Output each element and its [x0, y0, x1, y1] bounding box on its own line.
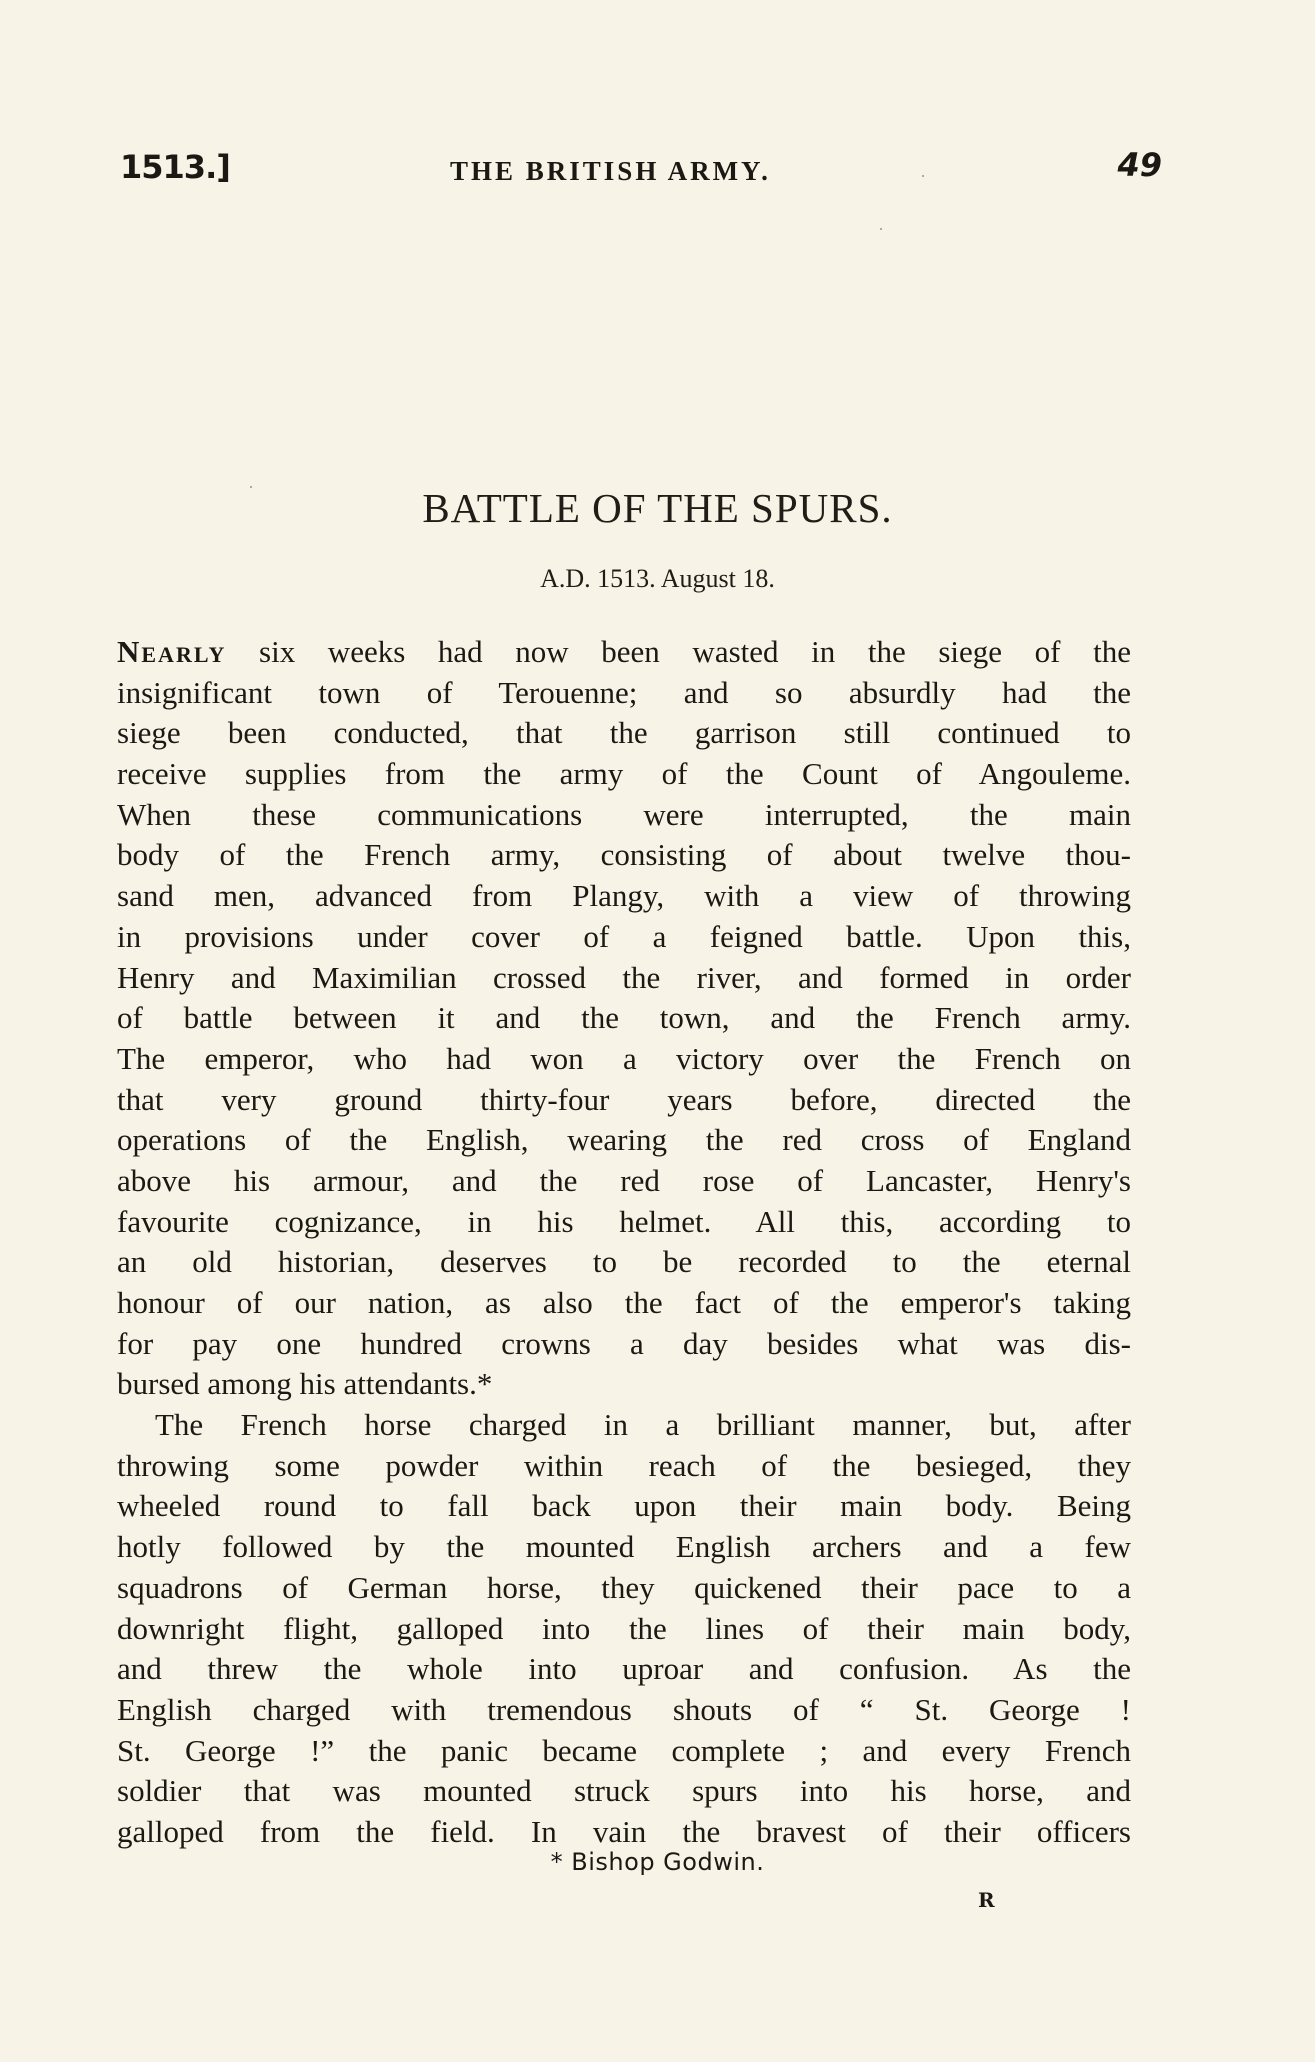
text-line: When these communications were interrupted, the main — [117, 796, 1131, 832]
chapter-date: A.D. 1513. August 18. — [540, 564, 775, 593]
text-line: favourite cognizance, in his helmet. All this, according to — [117, 1203, 1131, 1239]
text-line: St. George !” the panic became complete ; and every French — [117, 1732, 1131, 1768]
paper-speck — [250, 486, 252, 488]
text-line: soldier that was mounted struck spurs into his horse, and — [117, 1773, 1131, 1809]
page-number: 49 — [1117, 146, 1162, 184]
text-line: galloped from the field. In vain the bravest of their officers — [117, 1813, 1131, 1849]
text-line: body of the French army, consisting of about twelve thou- — [117, 837, 1131, 873]
text-line: throwing some powder within reach of the besieged, they — [117, 1447, 1131, 1483]
paper-speck — [922, 175, 924, 177]
text-line: bursed among his attendants.* — [117, 1366, 493, 1402]
text-line: sand men, advanced from Plangy, with a view of throwing — [117, 878, 1131, 914]
text-line: above his armour, and the red rose of Lancaster, Henry's — [117, 1162, 1131, 1198]
text-line: and threw the whole into uproar and confusion. As the — [117, 1651, 1131, 1687]
text-line: an old historian, deserves to be recorded to the eternal — [117, 1244, 1131, 1280]
body-text — [117, 632, 1131, 1853]
text-line: siege been conducted, that the garrison still continued to — [117, 715, 1131, 751]
signature-mark: R — [978, 1888, 995, 1912]
text-line: downright flight, galloped into the lines of their main body, — [117, 1610, 1131, 1646]
text-line: squadrons of German horse, they quickened their pace to a — [117, 1569, 1131, 1605]
chapter-title: BATTLE OF THE SPURS. — [422, 485, 893, 531]
header-year: 1513.] — [120, 148, 230, 186]
text-line: for pay one hundred crowns a day besides what was dis- — [117, 1325, 1131, 1361]
text-line: Nearly six weeks had now been wasted in the siege of the — [117, 634, 1131, 669]
header-title: THE BRITISH ARMY. — [450, 156, 771, 186]
running-head — [120, 138, 1162, 198]
text-line: operations of the English, wearing the red cross of England — [117, 1122, 1131, 1158]
text-line: The emperor, who had won a victory over the French on — [117, 1040, 1131, 1076]
footnote: * Bishop Godwin. — [550, 1848, 765, 1876]
text-line: of battle between it and the town, and the French army. — [117, 1000, 1131, 1036]
text-line: insignificant town of Terouenne; and so absurdly had the — [117, 674, 1131, 710]
text-line: honour of our nation, as also the fact of the emperor's taking — [117, 1285, 1131, 1320]
text-line: that very ground thirty-four years before, directed the — [117, 1081, 1131, 1117]
text-line: receive supplies from the army of the Count of Angouleme. — [117, 756, 1131, 792]
text-line: wheeled round to fall back upon their main body. Being — [117, 1488, 1131, 1524]
drop-word: Nearly — [117, 634, 227, 669]
text-line: Henry and Maximilian crossed the river, and formed in order — [117, 959, 1131, 995]
text-line: in provisions under cover of a feigned battle. Upon this, — [117, 918, 1131, 954]
text-line: The French horse charged in a brilliant manner, but, after — [155, 1407, 1131, 1443]
text-line: hotly followed by the mounted English archers and a few — [117, 1529, 1131, 1565]
paper-speck — [880, 228, 882, 230]
text-line: English charged with tremendous shouts of “ St. George ! — [117, 1691, 1131, 1727]
